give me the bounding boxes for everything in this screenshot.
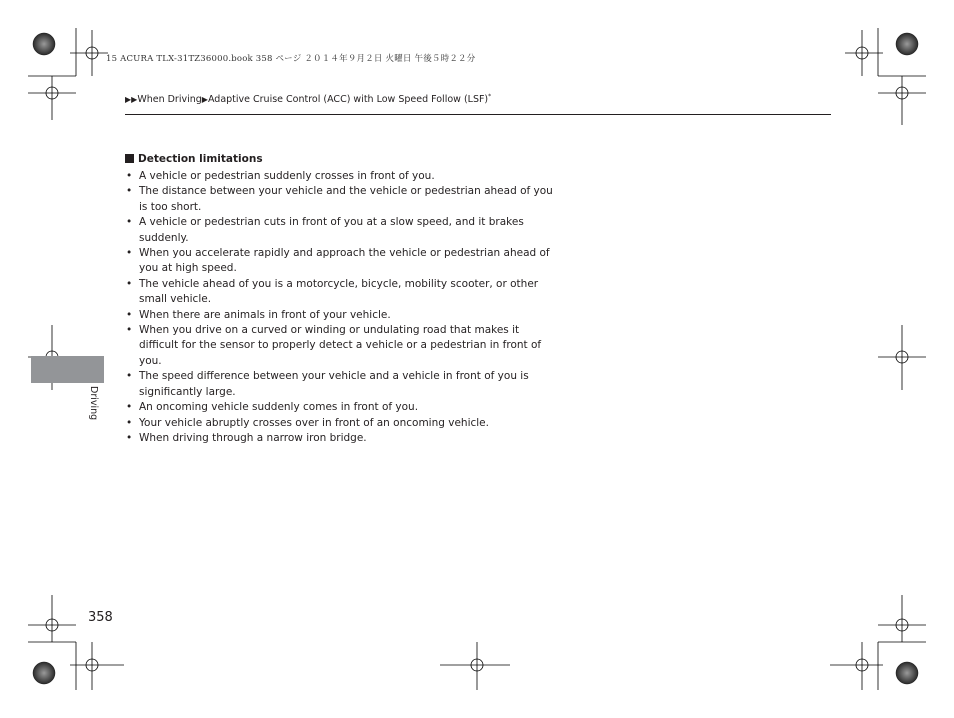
list-item-text: Your vehicle abruptly crosses over in front of an oncoming vehicle.	[139, 416, 489, 429]
list-item	[125, 246, 555, 277]
bullet-icon: •	[126, 324, 133, 337]
bullet-icon: •	[126, 416, 133, 429]
list-item-text: When you drive on a curved or winding or undulating road that makes it difficult for the sensor to properly detect a vehicle or a pedestrian in front of you.	[139, 324, 542, 367]
list-item-text: The distance between your vehicle and the vehicle or pedestrian ahead of you is too short.	[139, 185, 553, 213]
square-bullet-icon	[125, 154, 134, 163]
list-item	[125, 184, 555, 215]
breadcrumb-separator-icon: ▶	[201, 95, 208, 105]
header-rule	[125, 114, 831, 115]
bullet-icon: •	[126, 308, 133, 321]
bullet-icon: •	[126, 170, 133, 182]
breadcrumb-arrows-icon: ▶▶	[125, 95, 138, 105]
page-number: 358	[88, 610, 113, 625]
list-item	[125, 431, 555, 446]
bullet-icon: •	[126, 401, 133, 414]
list-item	[125, 369, 555, 400]
section-heading-text: Detection limitations	[138, 153, 263, 165]
list-item-text: When you accelerate rapidly and approach the vehicle or pedestrian ahead of you at high speed.	[139, 247, 550, 275]
list-item	[125, 169, 555, 184]
list-item-text: An oncoming vehicle suddenly comes in front of you.	[139, 401, 419, 414]
list-item-text: When driving through a narrow iron bridge.	[139, 431, 367, 444]
breadcrumb-section: When Driving	[137, 94, 202, 106]
bullet-icon: •	[126, 370, 133, 383]
bullet-icon: •	[126, 247, 133, 260]
bullet-icon: •	[126, 277, 133, 290]
print-meta-line: 15 ACURA TLX-31TZ36000.book 358 ページ ２０１４年９月２日 火曜日 午後５時２２分	[106, 54, 476, 64]
list-item	[125, 308, 555, 323]
chapter-side-label: Driving	[88, 386, 99, 421]
list-item-text: When there are animals in front of your vehicle.	[139, 308, 391, 321]
bullet-icon: •	[126, 216, 133, 229]
limitations-list	[125, 169, 555, 446]
bullet-icon: •	[126, 185, 133, 198]
list-item-text: A vehicle or pedestrian suddenly crosses in front of you.	[139, 170, 435, 182]
list-item	[125, 416, 555, 431]
list-item-text: A vehicle or pedestrian cuts in front of you at a slow speed, and it brakes suddenly.	[139, 216, 524, 244]
list-item	[125, 323, 555, 369]
chapter-side-tab	[31, 356, 104, 383]
bullet-icon: •	[126, 431, 133, 444]
breadcrumb-page: Adaptive Cruise Control (ACC) with Low Speed Follow (LSF)	[207, 94, 489, 106]
section-heading	[125, 153, 263, 165]
optional-feature-marker: *	[488, 93, 492, 100]
breadcrumb	[125, 93, 491, 105]
list-item	[125, 400, 555, 415]
list-item	[125, 277, 555, 308]
list-item-text: The speed difference between your vehicle and a vehicle in front of you is significantly large.	[139, 370, 529, 398]
list-item	[125, 215, 555, 246]
list-item-text: The vehicle ahead of you is a motorcycle, bicycle, mobility scooter, or other small vehicle.	[139, 277, 539, 306]
